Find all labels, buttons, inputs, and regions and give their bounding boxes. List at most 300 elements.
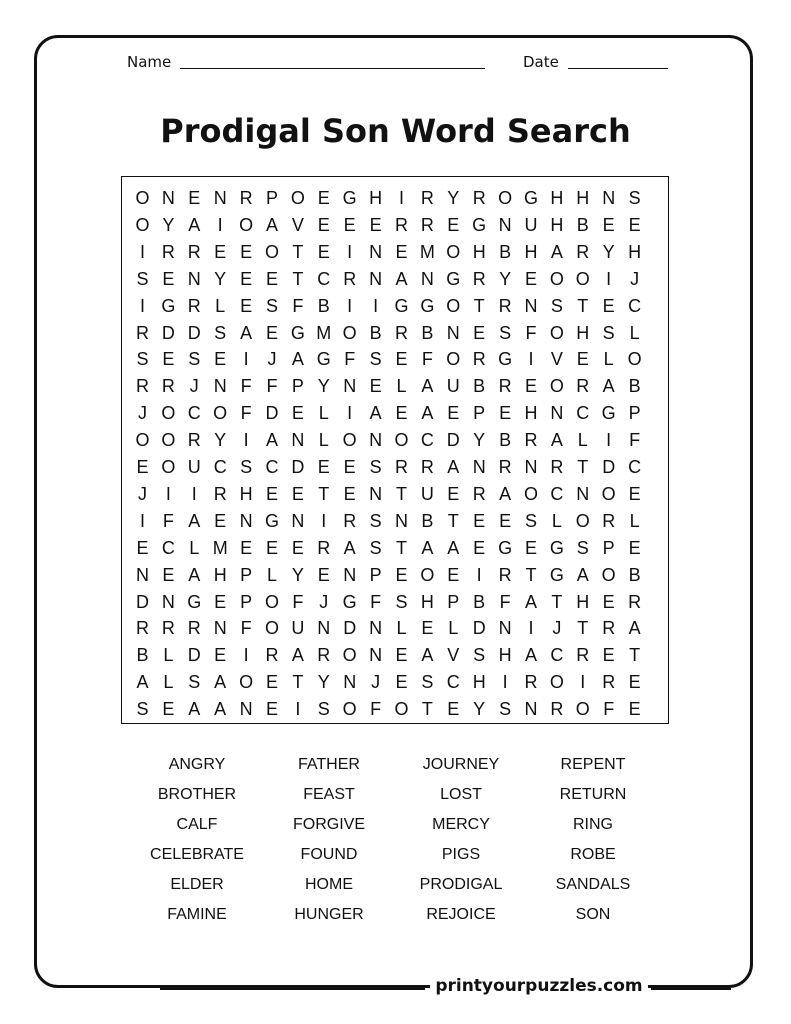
grid-letter[interactable]: E xyxy=(317,188,330,208)
grid-letter[interactable]: B xyxy=(628,376,641,397)
grid-letter[interactable]: F xyxy=(344,349,356,370)
grid-letter[interactable]: E xyxy=(369,214,382,235)
grid-letter[interactable]: H xyxy=(524,241,538,262)
grid-letter[interactable]: U xyxy=(187,457,201,477)
grid-letter[interactable]: A xyxy=(550,241,563,262)
grid-letter[interactable]: V xyxy=(447,645,460,666)
grid-letter[interactable]: S xyxy=(421,672,434,693)
grid-letter[interactable]: R xyxy=(524,672,538,693)
grid-letter[interactable]: I xyxy=(165,483,171,504)
grid-letter[interactable]: O xyxy=(290,188,305,208)
grid-letter[interactable]: Y xyxy=(602,241,615,262)
grid-letter[interactable]: T xyxy=(577,457,589,477)
grid-letter[interactable]: N xyxy=(420,268,434,289)
grid-letter[interactable]: C xyxy=(317,268,331,289)
grid-letter[interactable]: B xyxy=(499,241,512,262)
grid-letter[interactable]: T xyxy=(629,645,641,666)
grid-letter[interactable]: S xyxy=(473,645,486,666)
grid-letter[interactable]: G xyxy=(601,403,616,424)
grid-letter[interactable]: S xyxy=(188,672,201,693)
grid-letter[interactable]: N xyxy=(343,376,357,397)
grid-letter[interactable]: H xyxy=(369,188,383,208)
grid-letter[interactable]: E xyxy=(240,268,253,289)
grid-letter[interactable]: F xyxy=(162,510,174,531)
grid-letter[interactable]: E xyxy=(162,349,175,370)
grid-letter[interactable]: H xyxy=(213,564,227,585)
grid-letter[interactable]: G xyxy=(394,295,409,316)
grid-letter[interactable]: O xyxy=(264,618,279,639)
grid-letter[interactable]: C xyxy=(446,672,460,693)
grid-letter[interactable]: C xyxy=(213,457,227,477)
grid-letter[interactable]: A xyxy=(447,537,460,558)
grid-letter[interactable]: T xyxy=(421,699,433,720)
grid-letter[interactable]: R xyxy=(576,241,590,262)
grid-letter[interactable]: E xyxy=(317,457,330,477)
grid-letter[interactable]: E xyxy=(473,510,486,531)
grid-letter[interactable]: R xyxy=(213,483,227,504)
grid-letter[interactable]: R xyxy=(187,241,201,262)
grid-letter[interactable]: E xyxy=(395,403,408,424)
grid-letter[interactable]: R xyxy=(317,537,331,558)
grid-letter[interactable]: N xyxy=(291,510,305,531)
grid-letter[interactable]: R xyxy=(187,295,201,316)
grid-letter[interactable]: U xyxy=(524,214,538,235)
grid-letter[interactable]: E xyxy=(343,483,356,504)
grid-letter[interactable]: N xyxy=(395,510,408,531)
grid-letter[interactable]: N xyxy=(524,457,538,477)
grid-letter[interactable]: O xyxy=(264,241,279,262)
grid-letter[interactable]: G xyxy=(342,591,357,612)
grid-letter[interactable]: R xyxy=(239,188,253,208)
grid-letter[interactable]: L xyxy=(163,672,174,693)
grid-letter[interactable]: V xyxy=(291,214,304,235)
grid-letter[interactable]: A xyxy=(214,672,227,693)
grid-letter[interactable]: L xyxy=(448,618,459,639)
grid-letter[interactable]: R xyxy=(498,564,512,585)
grid-letter[interactable]: C xyxy=(550,645,564,666)
grid-letter[interactable]: E xyxy=(265,322,278,343)
grid-letter[interactable]: G xyxy=(549,564,564,585)
grid-letter[interactable]: O xyxy=(549,268,564,289)
grid-letter[interactable]: N xyxy=(472,457,486,477)
grid-letter[interactable]: N xyxy=(498,618,512,639)
grid-letter[interactable]: M xyxy=(316,322,332,343)
grid-letter[interactable]: E xyxy=(214,241,227,262)
grid-letter[interactable]: F xyxy=(499,591,511,612)
grid-letter[interactable]: E xyxy=(317,214,330,235)
grid-letter[interactable]: S xyxy=(136,349,149,370)
grid-letter[interactable]: C xyxy=(628,457,642,477)
grid-letter[interactable]: A xyxy=(188,510,201,531)
grid-letter[interactable]: E xyxy=(265,483,278,504)
grid-letter[interactable]: U xyxy=(291,618,305,639)
grid-letter[interactable]: F xyxy=(240,618,252,639)
grid-letter[interactable]: J xyxy=(552,618,562,639)
grid-letter[interactable]: I xyxy=(476,564,482,585)
grid-letter[interactable]: A xyxy=(550,430,563,451)
grid-letter[interactable]: N xyxy=(369,241,383,262)
grid-letter[interactable]: E xyxy=(628,214,641,235)
grid-letter[interactable]: S xyxy=(628,188,641,208)
grid-letter[interactable]: A xyxy=(265,214,278,235)
grid-letter[interactable]: F xyxy=(421,349,433,370)
grid-letter[interactable]: A xyxy=(421,537,434,558)
grid-letter[interactable]: B xyxy=(421,322,434,343)
grid-letter[interactable]: F xyxy=(292,591,304,612)
grid-letter[interactable]: Y xyxy=(473,430,486,451)
grid-letter[interactable]: B xyxy=(473,376,486,397)
grid-letter[interactable]: H xyxy=(550,188,564,208)
grid-letter[interactable]: R xyxy=(161,376,175,397)
grid-letter[interactable]: L xyxy=(163,645,174,666)
grid-letter[interactable]: E xyxy=(395,672,408,693)
grid-letter[interactable]: E xyxy=(214,591,227,612)
grid-letter[interactable]: P xyxy=(369,564,382,585)
grid-letter[interactable]: E xyxy=(265,672,278,693)
grid-letter[interactable]: Y xyxy=(291,564,304,585)
grid-letter[interactable]: S xyxy=(136,268,149,289)
grid-letter[interactable]: A xyxy=(524,645,537,666)
grid-letter[interactable]: B xyxy=(136,645,149,666)
grid-letter[interactable]: C xyxy=(628,295,642,316)
grid-letter[interactable]: G xyxy=(342,188,357,208)
grid-letter[interactable]: R xyxy=(498,376,512,397)
grid-letter[interactable]: N xyxy=(498,214,512,235)
grid-letter[interactable]: R xyxy=(161,241,175,262)
grid-letter[interactable]: E xyxy=(628,537,641,558)
grid-letter[interactable]: R xyxy=(576,645,590,666)
grid-letter[interactable]: E xyxy=(447,214,460,235)
grid-letter[interactable]: P xyxy=(628,403,641,424)
grid-letter[interactable]: I xyxy=(580,672,586,693)
grid-letter[interactable]: E xyxy=(628,672,641,693)
grid-letter[interactable]: R xyxy=(187,430,201,451)
grid-letter[interactable]: O xyxy=(601,564,616,585)
grid-letter[interactable]: C xyxy=(187,403,201,424)
grid-letter[interactable]: S xyxy=(317,699,330,720)
grid-letter[interactable]: A xyxy=(602,376,615,397)
grid-letter[interactable]: I xyxy=(139,510,145,531)
grid-letter[interactable]: L xyxy=(629,510,640,531)
grid-letter[interactable]: S xyxy=(499,699,512,720)
grid-letter[interactable]: E xyxy=(240,295,253,316)
grid-letter[interactable]: O xyxy=(342,645,357,666)
grid-letter[interactable]: R xyxy=(602,510,616,531)
grid-letter[interactable]: D xyxy=(472,618,486,639)
grid-letter[interactable]: I xyxy=(191,483,197,504)
grid-letter[interactable]: E xyxy=(447,403,460,424)
grid-letter[interactable]: O xyxy=(420,564,435,585)
grid-letter[interactable]: R xyxy=(472,483,486,504)
grid-letter[interactable]: Y xyxy=(214,268,227,289)
grid-letter[interactable]: S xyxy=(369,457,382,477)
grid-letter[interactable]: E xyxy=(524,537,537,558)
grid-letter[interactable]: R xyxy=(161,618,175,639)
grid-letter[interactable]: C xyxy=(161,537,175,558)
grid-letter[interactable]: E xyxy=(265,699,278,720)
grid-letter[interactable]: I xyxy=(295,699,301,720)
grid-letter[interactable]: E xyxy=(214,349,227,370)
grid-letter[interactable]: F xyxy=(240,403,252,424)
grid-letter[interactable]: T xyxy=(473,295,485,316)
grid-letter[interactable]: E xyxy=(214,510,227,531)
grid-letter[interactable]: D xyxy=(343,618,357,639)
grid-letter[interactable]: R xyxy=(498,457,512,477)
grid-letter[interactable]: O xyxy=(161,430,176,451)
grid-letter[interactable]: S xyxy=(369,537,382,558)
grid-letter[interactable]: G xyxy=(264,510,279,531)
grid-letter[interactable]: A xyxy=(343,537,356,558)
grid-letter[interactable]: R xyxy=(317,645,331,666)
grid-letter[interactable]: E xyxy=(162,268,175,289)
grid-letter[interactable]: I xyxy=(139,241,145,262)
grid-letter[interactable]: R xyxy=(420,214,434,235)
grid-letter[interactable]: E xyxy=(317,241,330,262)
grid-letter[interactable]: T xyxy=(318,483,330,504)
grid-letter[interactable]: E xyxy=(628,699,641,720)
grid-letter[interactable]: O xyxy=(213,403,228,424)
grid-letter[interactable]: R xyxy=(602,618,616,639)
grid-letter[interactable]: R xyxy=(420,457,434,477)
grid-letter[interactable]: A xyxy=(214,699,227,720)
grid-letter[interactable]: O xyxy=(627,349,642,370)
grid-letter[interactable]: L xyxy=(577,430,588,451)
grid-letter[interactable]: B xyxy=(421,510,434,531)
grid-letter[interactable]: Y xyxy=(499,268,512,289)
grid-letter[interactable]: N xyxy=(239,699,253,720)
grid-letter[interactable]: U xyxy=(420,483,434,504)
grid-letter[interactable]: E xyxy=(421,618,434,639)
grid-letter[interactable]: N xyxy=(446,322,460,343)
grid-letter[interactable]: A xyxy=(447,457,460,477)
grid-letter[interactable]: F xyxy=(370,699,382,720)
grid-letter[interactable]: O xyxy=(575,268,590,289)
grid-letter[interactable]: R xyxy=(395,214,408,235)
grid-letter[interactable]: O xyxy=(549,322,564,343)
grid-letter[interactable]: A xyxy=(291,349,304,370)
grid-letter[interactable]: L xyxy=(603,349,614,370)
grid-letter[interactable]: H xyxy=(498,645,512,666)
grid-letter[interactable]: G xyxy=(472,214,487,235)
grid-letter[interactable]: R xyxy=(602,672,616,693)
grid-letter[interactable]: R xyxy=(472,349,486,370)
grid-letter[interactable]: S xyxy=(602,322,615,343)
grid-letter[interactable]: S xyxy=(369,510,382,531)
grid-letter[interactable]: P xyxy=(473,403,486,424)
grid-letter[interactable]: J xyxy=(138,483,147,504)
grid-letter[interactable]: Y xyxy=(317,376,330,397)
grid-letter[interactable]: G xyxy=(290,322,305,343)
grid-letter[interactable]: I xyxy=(217,214,223,235)
grid-letter[interactable]: N xyxy=(550,403,564,424)
grid-letter[interactable]: E xyxy=(447,564,460,585)
grid-letter[interactable]: A xyxy=(628,618,641,639)
grid-letter[interactable]: Y xyxy=(473,699,486,720)
grid-letter[interactable]: L xyxy=(189,537,200,558)
grid-letter[interactable]: N xyxy=(369,618,383,639)
grid-letter[interactable]: I xyxy=(528,349,534,370)
grid-letter[interactable]: N xyxy=(161,591,175,612)
grid-letter[interactable]: O xyxy=(575,699,590,720)
grid-letter[interactable]: I xyxy=(373,295,379,316)
grid-letter[interactable]: O xyxy=(394,430,409,451)
grid-letter[interactable]: N xyxy=(343,672,357,693)
grid-letter[interactable]: O xyxy=(549,376,564,397)
grid-letter[interactable]: T xyxy=(525,564,537,585)
grid-letter[interactable]: I xyxy=(528,618,534,639)
grid-letter[interactable]: N xyxy=(291,430,305,451)
grid-letter[interactable]: D xyxy=(291,457,305,477)
grid-letter[interactable]: E xyxy=(447,483,460,504)
grid-letter[interactable]: J xyxy=(319,591,329,612)
grid-letter[interactable]: O xyxy=(161,457,176,477)
grid-letter[interactable]: O xyxy=(549,672,564,693)
grid-letter[interactable]: G xyxy=(161,295,176,316)
grid-letter[interactable]: N xyxy=(369,430,383,451)
grid-letter[interactable]: J xyxy=(371,672,381,693)
grid-letter[interactable]: B xyxy=(473,591,486,612)
grid-letter[interactable]: O xyxy=(342,430,357,451)
grid-letter[interactable]: N xyxy=(576,483,590,504)
grid-letter[interactable]: N xyxy=(187,268,201,289)
grid-letter[interactable]: D xyxy=(161,322,175,343)
grid-letter[interactable]: R xyxy=(136,618,149,639)
grid-letter[interactable]: I xyxy=(321,510,327,531)
grid-letter[interactable]: S xyxy=(369,349,382,370)
grid-letter[interactable]: P xyxy=(291,376,304,397)
grid-letter[interactable]: T xyxy=(292,268,304,289)
grid-letter[interactable]: M xyxy=(419,241,435,262)
grid-letter[interactable]: T xyxy=(447,510,459,531)
grid-letter[interactable]: O xyxy=(394,699,409,720)
grid-letter[interactable]: I xyxy=(243,430,249,451)
grid-letter[interactable]: G xyxy=(316,349,331,370)
grid-letter[interactable]: R xyxy=(395,322,408,343)
grid-letter[interactable]: R xyxy=(628,591,642,612)
grid-letter[interactable]: A xyxy=(421,376,434,397)
grid-letter[interactable]: I xyxy=(502,672,508,693)
grid-letter[interactable]: R xyxy=(343,268,357,289)
grid-letter[interactable]: E xyxy=(524,268,537,289)
grid-letter[interactable]: A xyxy=(421,403,434,424)
grid-letter[interactable]: T xyxy=(551,591,563,612)
grid-letter[interactable]: S xyxy=(524,510,537,531)
grid-letter[interactable]: T xyxy=(577,618,589,639)
grid-letter[interactable]: D xyxy=(187,645,201,666)
grid-letter[interactable]: N xyxy=(524,295,538,316)
grid-letter[interactable]: R xyxy=(576,376,590,397)
grid-letter[interactable]: S xyxy=(576,537,589,558)
grid-letter[interactable]: R xyxy=(498,295,512,316)
grid-letter[interactable]: P xyxy=(602,537,615,558)
grid-letter[interactable]: N xyxy=(369,268,383,289)
grid-letter[interactable]: O xyxy=(342,699,357,720)
grid-letter[interactable]: L xyxy=(551,510,562,531)
grid-letter[interactable]: E xyxy=(447,699,460,720)
grid-letter[interactable]: S xyxy=(395,591,408,612)
grid-letter[interactable]: R xyxy=(472,268,486,289)
grid-letter[interactable]: Y xyxy=(317,672,330,693)
grid-letter[interactable]: A xyxy=(499,483,512,504)
grid-letter[interactable]: G xyxy=(549,537,564,558)
grid-letter[interactable]: C xyxy=(265,457,279,477)
grid-letter[interactable]: I xyxy=(347,295,353,316)
grid-letter[interactable]: A xyxy=(136,672,149,693)
grid-letter[interactable]: J xyxy=(630,268,640,289)
grid-letter[interactable]: E xyxy=(602,295,615,316)
grid-letter[interactable]: S xyxy=(550,295,563,316)
grid-letter[interactable]: O xyxy=(135,214,150,235)
grid-letter[interactable]: A xyxy=(291,645,304,666)
grid-letter[interactable]: N xyxy=(369,645,383,666)
grid-letter[interactable]: Y xyxy=(162,214,175,235)
grid-letter[interactable]: I xyxy=(243,645,249,666)
grid-letter[interactable]: F xyxy=(629,430,641,451)
grid-letter[interactable]: O xyxy=(135,430,150,451)
grid-letter[interactable]: I xyxy=(347,241,353,262)
grid-letter[interactable]: E xyxy=(291,483,304,504)
grid-letter[interactable]: H xyxy=(239,483,253,504)
grid-letter[interactable]: T xyxy=(396,537,407,558)
grid-letter[interactable]: N xyxy=(239,510,253,531)
grid-letter[interactable]: H xyxy=(576,188,590,208)
grid-letter[interactable]: O xyxy=(264,591,279,612)
grid-letter[interactable]: H xyxy=(420,591,434,612)
grid-letter[interactable]: N xyxy=(213,376,227,397)
grid-letter[interactable]: N xyxy=(343,564,357,585)
grid-letter[interactable]: N xyxy=(161,188,175,208)
grid-letter[interactable]: I xyxy=(139,295,145,316)
grid-letter[interactable]: A xyxy=(240,322,253,343)
grid-letter[interactable]: E xyxy=(240,241,253,262)
grid-letter[interactable]: O xyxy=(523,483,538,504)
grid-letter[interactable]: E xyxy=(395,564,408,585)
grid-letter[interactable]: N xyxy=(524,699,538,720)
grid-letter[interactable]: E xyxy=(576,349,589,370)
grid-letter[interactable]: I xyxy=(606,430,612,451)
grid-letter[interactable]: E xyxy=(265,537,278,558)
grid-letter[interactable]: H xyxy=(472,672,486,693)
grid-letter[interactable]: N xyxy=(136,564,149,585)
grid-letter[interactable]: P xyxy=(447,591,460,612)
grid-letter[interactable]: E xyxy=(602,591,615,612)
grid-letter[interactable]: H xyxy=(472,241,486,262)
grid-letter[interactable]: L xyxy=(215,295,226,316)
grid-letter[interactable]: H xyxy=(576,322,590,343)
grid-letter[interactable]: A xyxy=(188,699,201,720)
grid-letter[interactable]: T xyxy=(577,295,589,316)
grid-letter[interactable]: I xyxy=(606,268,612,289)
grid-letter[interactable]: L xyxy=(629,322,640,343)
grid-letter[interactable]: O xyxy=(446,295,461,316)
grid-letter[interactable]: L xyxy=(396,618,407,639)
grid-letter[interactable]: J xyxy=(267,349,277,370)
grid-letter[interactable]: M xyxy=(212,537,228,558)
grid-letter[interactable]: F xyxy=(603,699,615,720)
grid-letter[interactable]: G xyxy=(498,349,513,370)
grid-letter[interactable]: J xyxy=(189,376,199,397)
grid-letter[interactable]: F xyxy=(292,295,304,316)
grid-letter[interactable]: U xyxy=(446,376,460,397)
grid-letter[interactable]: I xyxy=(398,188,404,208)
grid-letter[interactable]: G xyxy=(446,268,461,289)
grid-letter[interactable]: J xyxy=(138,403,147,424)
grid-letter[interactable]: O xyxy=(498,188,513,208)
grid-letter[interactable]: D xyxy=(187,322,201,343)
grid-letter[interactable]: B xyxy=(576,214,589,235)
grid-letter[interactable]: T xyxy=(292,241,304,262)
grid-letter[interactable]: E xyxy=(317,564,330,585)
